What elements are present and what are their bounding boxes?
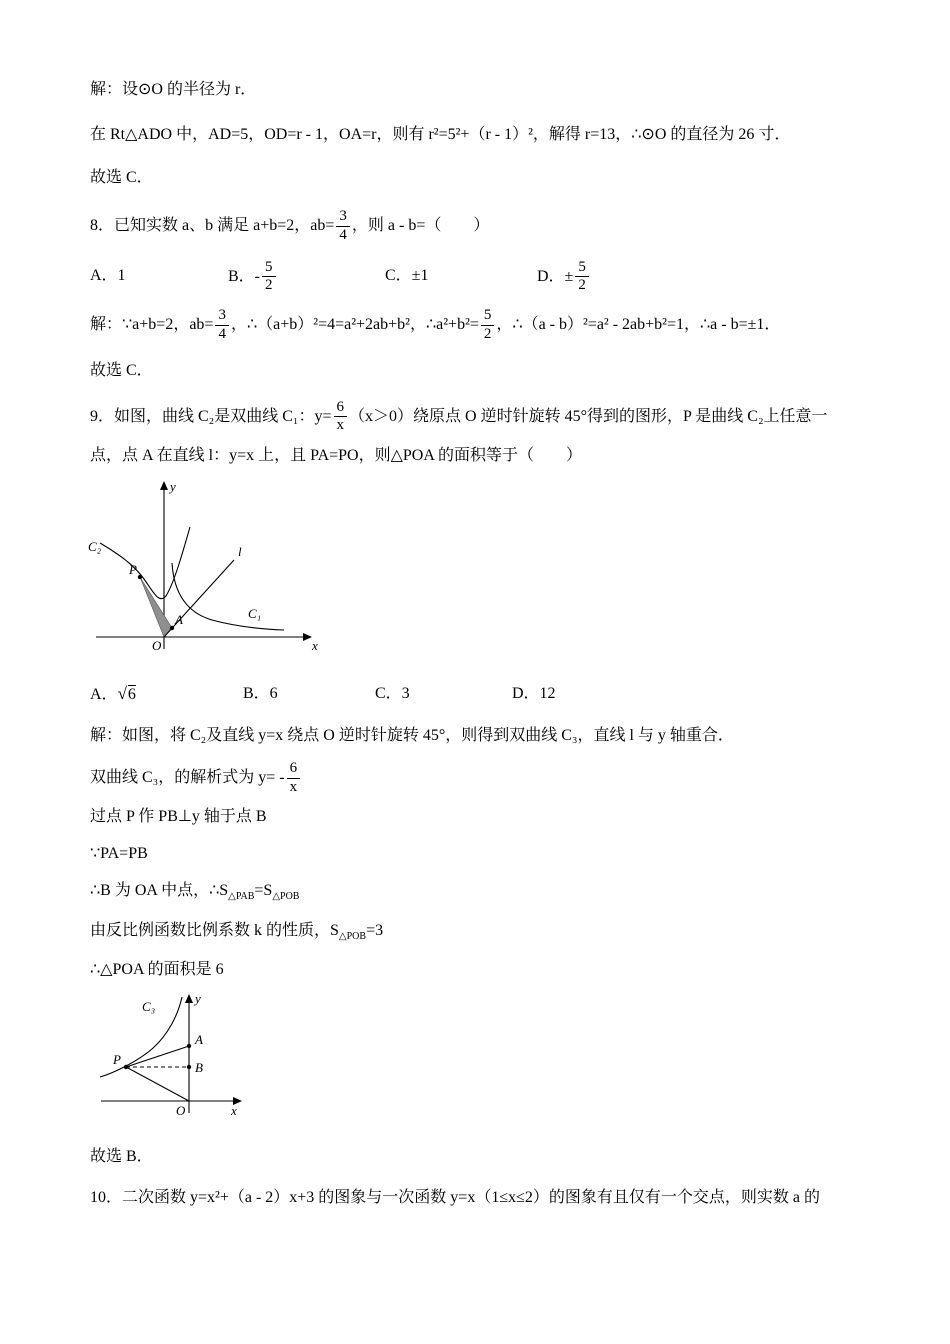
q9-statement-line-2 [90, 444, 882, 469]
curve-c2-label: C₂ [88, 539, 102, 554]
text-run: A． [90, 686, 118, 703]
text-run: 双曲线 C₃，的解析式为 y= - [90, 768, 285, 786]
origin-label: O [176, 1103, 186, 1119]
triangle-poa-shade [140, 577, 172, 637]
q9-figure-rotated-svg [94, 991, 254, 1131]
q9-solution-line-6 [90, 919, 882, 945]
text-run: =S [254, 882, 273, 900]
text-run: 解：设⊙O 的半径为 r． [90, 81, 257, 98]
text-run: B．6 [243, 684, 278, 702]
q9-solution-line-4 [90, 842, 882, 867]
x-axis-label: x [231, 1103, 237, 1119]
q8-option-c [385, 264, 537, 289]
point-p-label: P [129, 562, 137, 577]
hyperbola-c1-curve [172, 563, 284, 630]
fraction: $\frac{3}{4}$ [215, 308, 229, 343]
text-run: 故选 B． [90, 1148, 153, 1166]
q8-statement [90, 209, 882, 244]
text-run: A．1 [90, 267, 126, 285]
point-a-label: A [195, 1032, 203, 1048]
q9-option-b [243, 682, 375, 707]
text-run: ，∴（a - b）²=a² - 2ab+b²=1，∴a - b=±1． [496, 315, 781, 333]
q7-solution-line-2 [90, 123, 882, 148]
curve-c1-label: C₁ [248, 606, 262, 621]
text-run: =3 [366, 921, 384, 939]
fraction: $\frac{5}{2}$ [481, 308, 495, 343]
fraction: $\frac{5}{2}$ [262, 260, 276, 295]
line-l-label: l [238, 544, 242, 559]
q8-option-d [537, 260, 882, 295]
q8-answer-line [90, 359, 882, 384]
segment-pa [126, 1046, 189, 1067]
q9-statement-line-1 [90, 400, 882, 435]
fraction: $\frac{6}{x}$ [287, 761, 301, 796]
q7-answer-line [90, 166, 882, 191]
curve-c3-label: C₃ [142, 999, 156, 1015]
y-axis-arrow-icon [185, 994, 193, 1003]
text-run: C．±1 [385, 267, 429, 285]
q9-option-c [375, 682, 512, 707]
q8-options-row [90, 260, 882, 295]
text-run: ，则 a - b=（ ） [351, 216, 490, 234]
subscript-text: △POB [272, 891, 300, 903]
text-run: （x＞0）绕原点 O 逆时针旋转 45°得到的图形，P 是曲线 C₂上任意一 [349, 407, 828, 425]
q9-figure-original [86, 477, 882, 669]
text-run: D．12 [512, 684, 556, 702]
y-axis-arrow-icon [160, 481, 168, 490]
text-run: B．- [228, 267, 261, 285]
q7-solution-line-1 [90, 78, 882, 103]
text-run: ∴B 为 OA 中点，∴S [90, 882, 229, 900]
q9-solution-line-3 [90, 805, 882, 830]
text-run: 10．二次函数 y=x²+（a - 2）x+3 的图象与一次函数 y=x（1≤x≤2）的图象有且仅有一个交点，则实数 a 的 [90, 1189, 820, 1207]
text-run: 过点 P 作 PB⊥y 轴于点 B [90, 808, 267, 826]
q8-option-b [228, 260, 385, 295]
q9-option-a [90, 681, 243, 708]
q9-figure-rotated [94, 991, 882, 1131]
fraction: $\frac{5}{2}$ [575, 260, 589, 295]
point-a-label: A [175, 612, 183, 627]
q9-solution-line-1 [90, 724, 882, 749]
x-axis-arrow-icon [303, 633, 312, 641]
x-axis-label: x [312, 638, 318, 653]
q9-solution-line-7 [90, 958, 882, 983]
point-b-dot [187, 1065, 191, 1069]
q8-solution [90, 308, 882, 343]
sqrt-expression: √6 [117, 684, 136, 703]
y-axis-label: y [170, 479, 176, 494]
q9-answer-line [90, 1145, 882, 1170]
text-run: 故选 C． [90, 169, 153, 186]
text-run: C．3 [375, 684, 410, 702]
q10-statement [90, 1186, 882, 1211]
text-run: ∵PA=PB [90, 845, 148, 863]
q9-figure-original-svg [86, 477, 326, 669]
text-run: 解：∵a+b=2，ab= [90, 315, 214, 333]
text-run: ，∴（a+b）²=4=a²+2ab+b²，∴a²+b²= [230, 315, 479, 333]
subscript-text: △POB [338, 930, 367, 942]
point-p-dot [138, 575, 142, 579]
fraction: $\frac{6}{x}$ [334, 400, 348, 435]
text-run: 在 Rt△ADO 中，AD=5，OD=r - 1，OA=r，则有 r²=5²+（r - 1）²，解得 r=13，∴⊙O 的直径为 26 寸． [90, 126, 791, 143]
q9-solution-line-2 [90, 761, 882, 796]
q9-option-d [512, 682, 882, 707]
text-run: D．± [537, 267, 574, 285]
q8-option-a [90, 264, 228, 289]
text-run: ∴△POA 的面积是 6 [90, 961, 224, 979]
text-run: 由反比例函数比例系数 k 的性质，S [90, 921, 339, 939]
q9-solution-line-5 [90, 879, 882, 905]
point-p-dot [124, 1065, 128, 1069]
text-run: 9．如图，曲线 C₂是双曲线 C₁：y= [90, 407, 332, 425]
text-run: 故选 C． [90, 361, 153, 379]
y-axis-label: y [195, 991, 201, 1007]
point-a-dot [187, 1044, 191, 1048]
text-run: 8．已知实数 a、b 满足 a+b=2，ab= [90, 216, 335, 234]
segment-po [126, 1067, 189, 1101]
point-a-dot [170, 626, 174, 630]
subscript-text: △PAB [228, 891, 255, 903]
text-run: 点，点 A 在直线 l：y=x 上，且 PA=PO，则△POA 的面积等于（ ） [90, 447, 583, 464]
point-p-label: P [113, 1052, 121, 1068]
point-b-label: B [195, 1060, 203, 1076]
text-run: 解：如图，将 C₂及直线 y=x 绕点 O 逆时针旋转 45°，则得到双曲线 C₃，直线 l 与 y 轴重合． [90, 726, 734, 744]
origin-label: O [152, 638, 162, 653]
q9-options-row [90, 681, 882, 708]
fraction: $\frac{3}{4}$ [336, 209, 350, 244]
